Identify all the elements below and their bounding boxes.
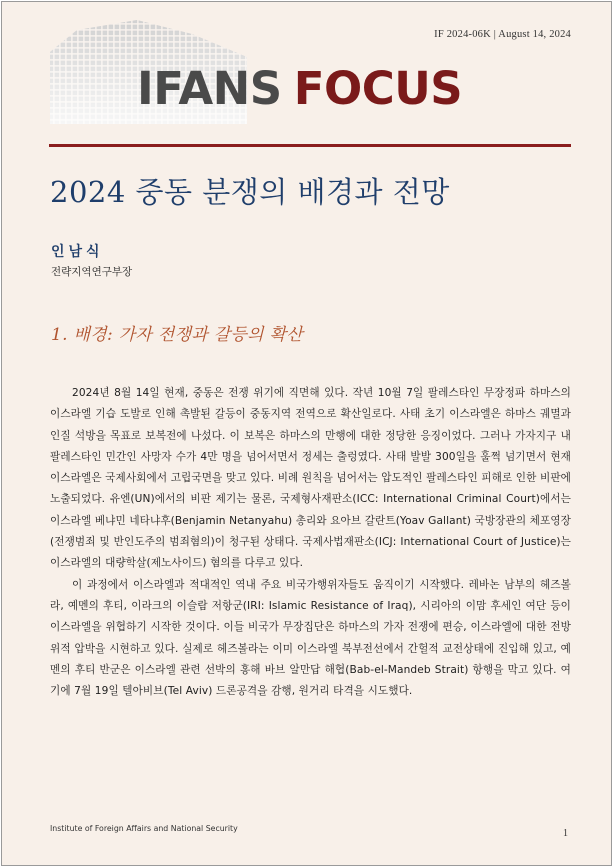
document-page — [1, 1, 612, 866]
page-number: 1 — [563, 828, 568, 839]
author-role: 전략지역연구부장 — [51, 266, 133, 278]
body-text — [50, 383, 571, 702]
paragraph: 이 과정에서 이스라엘과 적대적인 역내 주요 비국가행위자들도 움직이기 시작했다. 레바논 남부의 헤즈볼라, 예멘의 후티, 이라크의 이슬람 저항군(IRI: Islamic Resistance of Iraq), 시리아의 이맘 후세인 여단 등이 이스라엘을 위협하기 시작한 것이다. 이들 비국가 무장집단은 하마스의 가자 전쟁에 편승, 이스라엘에 대한 전방위적 압박을 시현하고 있다. 실제로 헤즈볼라는 이미 이스라엘 북부전선에서 간헐적 교전상태에 진입해 있고, 예멘의 후티 반군은 이스라엘 관련 선박의 홍해 바브 알만답 해협(Bab-el-Mandeb Strait) 항행을 막고 있다. 여기에 7월 19일 텔아비브(Tel Aviv) 드론공격을 감행, 원거리 타격을 시도했다. — [50, 578, 571, 698]
ifans-focus-logo — [137, 62, 463, 115]
paragraph: 2024년 8월 14일 현재, 중동은 전쟁 위기에 직면해 있다. 작년 10월 7일 팔레스타인 무장정파 하마스의 이스라엘 기습 도발로 인해 촉발된 갈등이 중동지역 전역으로 확산일로다. 사태 초기 이스라엘은 하마스 궤멸과 인질 석방을 목표로 보복전에 나섰다. 이 보복은 하마스의 만행에 대한 정당한 응징이었다. 그러나 가자지구 내 팔레스타인 민간인 사망자 수가 4만 명을 넘어서면서 정세는 출렁였다. 사태 발발 300일을 훌쩍 넘기면서 현재 이스라엘은 국제사회에서 고립국면을 맞고 있다. 비례 원칙을 넘어서는 압도적인 팔레스타인 피해로 인한 비판에 노출되었다. 유엔(UN)에서의 비판 제기는 물론, 국제형사재판소(ICC: International Criminal Court)에서는 이스라엘 베냐민 네타냐후(Benjamin Netanyahu) 총리와 요아브 갈란트(Yoav Gallant) 국방장관의 체포영장(전쟁범죄 및 반인도주의 범죄혐의)이 청구된 상태다. 국제사법재판소(ICJ: International Court of Justice)는 이스라엘의 대량학살(제노사이드) 혐의를 다루고 있다. — [50, 387, 571, 570]
logo-focus-text: FOCUS — [293, 62, 463, 115]
section-heading: 1. 배경: 가자 전쟁과 갈등의 확산 — [51, 325, 304, 345]
header-divider — [49, 144, 571, 147]
issue-date-line: IF 2024-06K | August 14, 2024 — [434, 29, 571, 40]
author-name: 인남식 — [51, 244, 104, 260]
logo-ifans-text: IFANS — [137, 62, 282, 115]
footer-institute: Institute of Foreign Affairs and National Security — [50, 824, 238, 833]
page-title: 2024 중동 분쟁의 배경과 전망 — [50, 175, 450, 209]
